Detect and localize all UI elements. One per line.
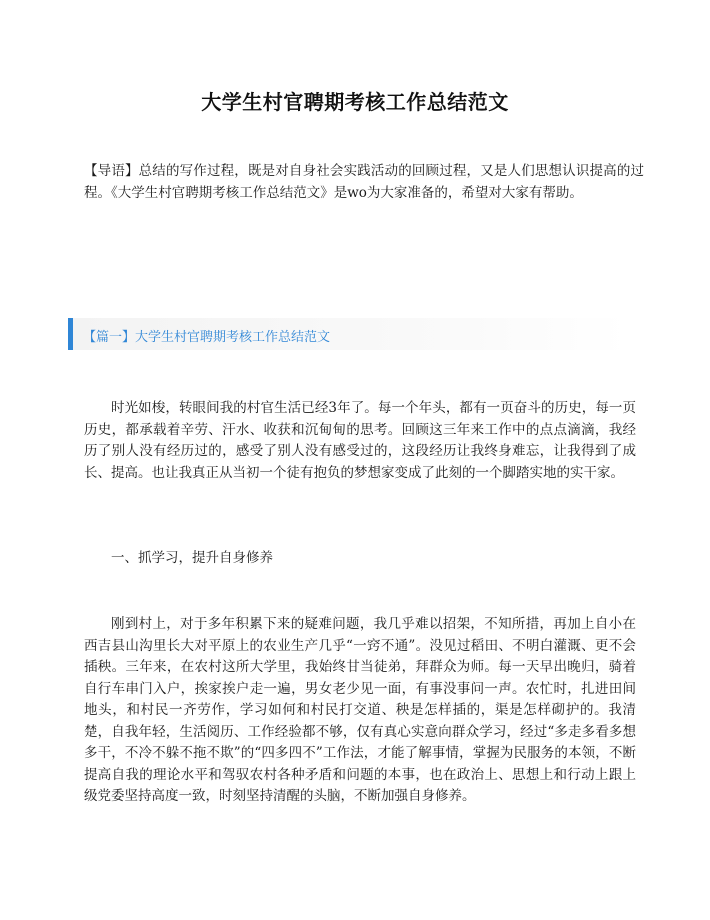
body-paragraph: 刚到村上，对于多年积累下来的疑难问题，我几乎难以招架，不知所措，再加上自小在西吉县山沟里长大对平原上的农业生产几乎“一窍不通”。没见过稻田、不明白灌溉、更不会插秧。三年来，在农村这所大学里，我始终甘当徒弟，拜群众为师。每一天早出晚归，骑着自行车串门入户，挨家挨户走一遍，男女老少见一面，有事没事问一声。农忙时，扎进田间地头，和村民一齐劳作，学习如何和村民打交道、秧是怎样插的，渠是怎样砌护的。我清楚，自我年轻，生活阅历、工作经验都不够，仅有真心实意向群众学习，经过“多走多看多想多干，不冷不躲不拖不欺”的“四多四不”工作法，才能了解事情，掌握为民服务的本领，不断提高自我的理论水平和驾驭农村各种矛盾和问题的本事，也在政治上、思想上和行动上跟上级党委坚持高度一致，时刻坚持清醒的头脑，不断加强自身修养。 [84, 616, 636, 804]
subheading-paragraph: 一、抓学习，提升自身修养 [111, 550, 273, 566]
section-heading: 【篇一】大学生村官聘期考核工作总结范文 [83, 330, 331, 345]
lead-paragraph: 【导语】总结的写作过程，既是对自身社会实践活动的回顾过程，又是人们思想认识提高的过程。《大学生村官聘期考核工作总结范文》是wo为大家准备的，希望对大家有帮助。 [84, 163, 644, 201]
section-heading-bar [68, 318, 628, 350]
body-paragraph: 时光如梭，转眼间我的村官生活已经3年了。每一个年头，都有一页奋斗的历史，每一页历史，都承载着辛劳、汗水、收获和沉甸甸的思考。回顾这三年来工作中的点点滴滴，我经历了别人没有经历过的，感受了别人没有感受过的，这段经历让我终身难忘，让我得到了成长、提高。也让我真正从当初一个徒有抱负的梦想家变成了此刻的一个脚踏实地的实干家。 [84, 400, 636, 481]
document-title: 大学生村官聘期考核工作总结范文 [201, 90, 509, 114]
